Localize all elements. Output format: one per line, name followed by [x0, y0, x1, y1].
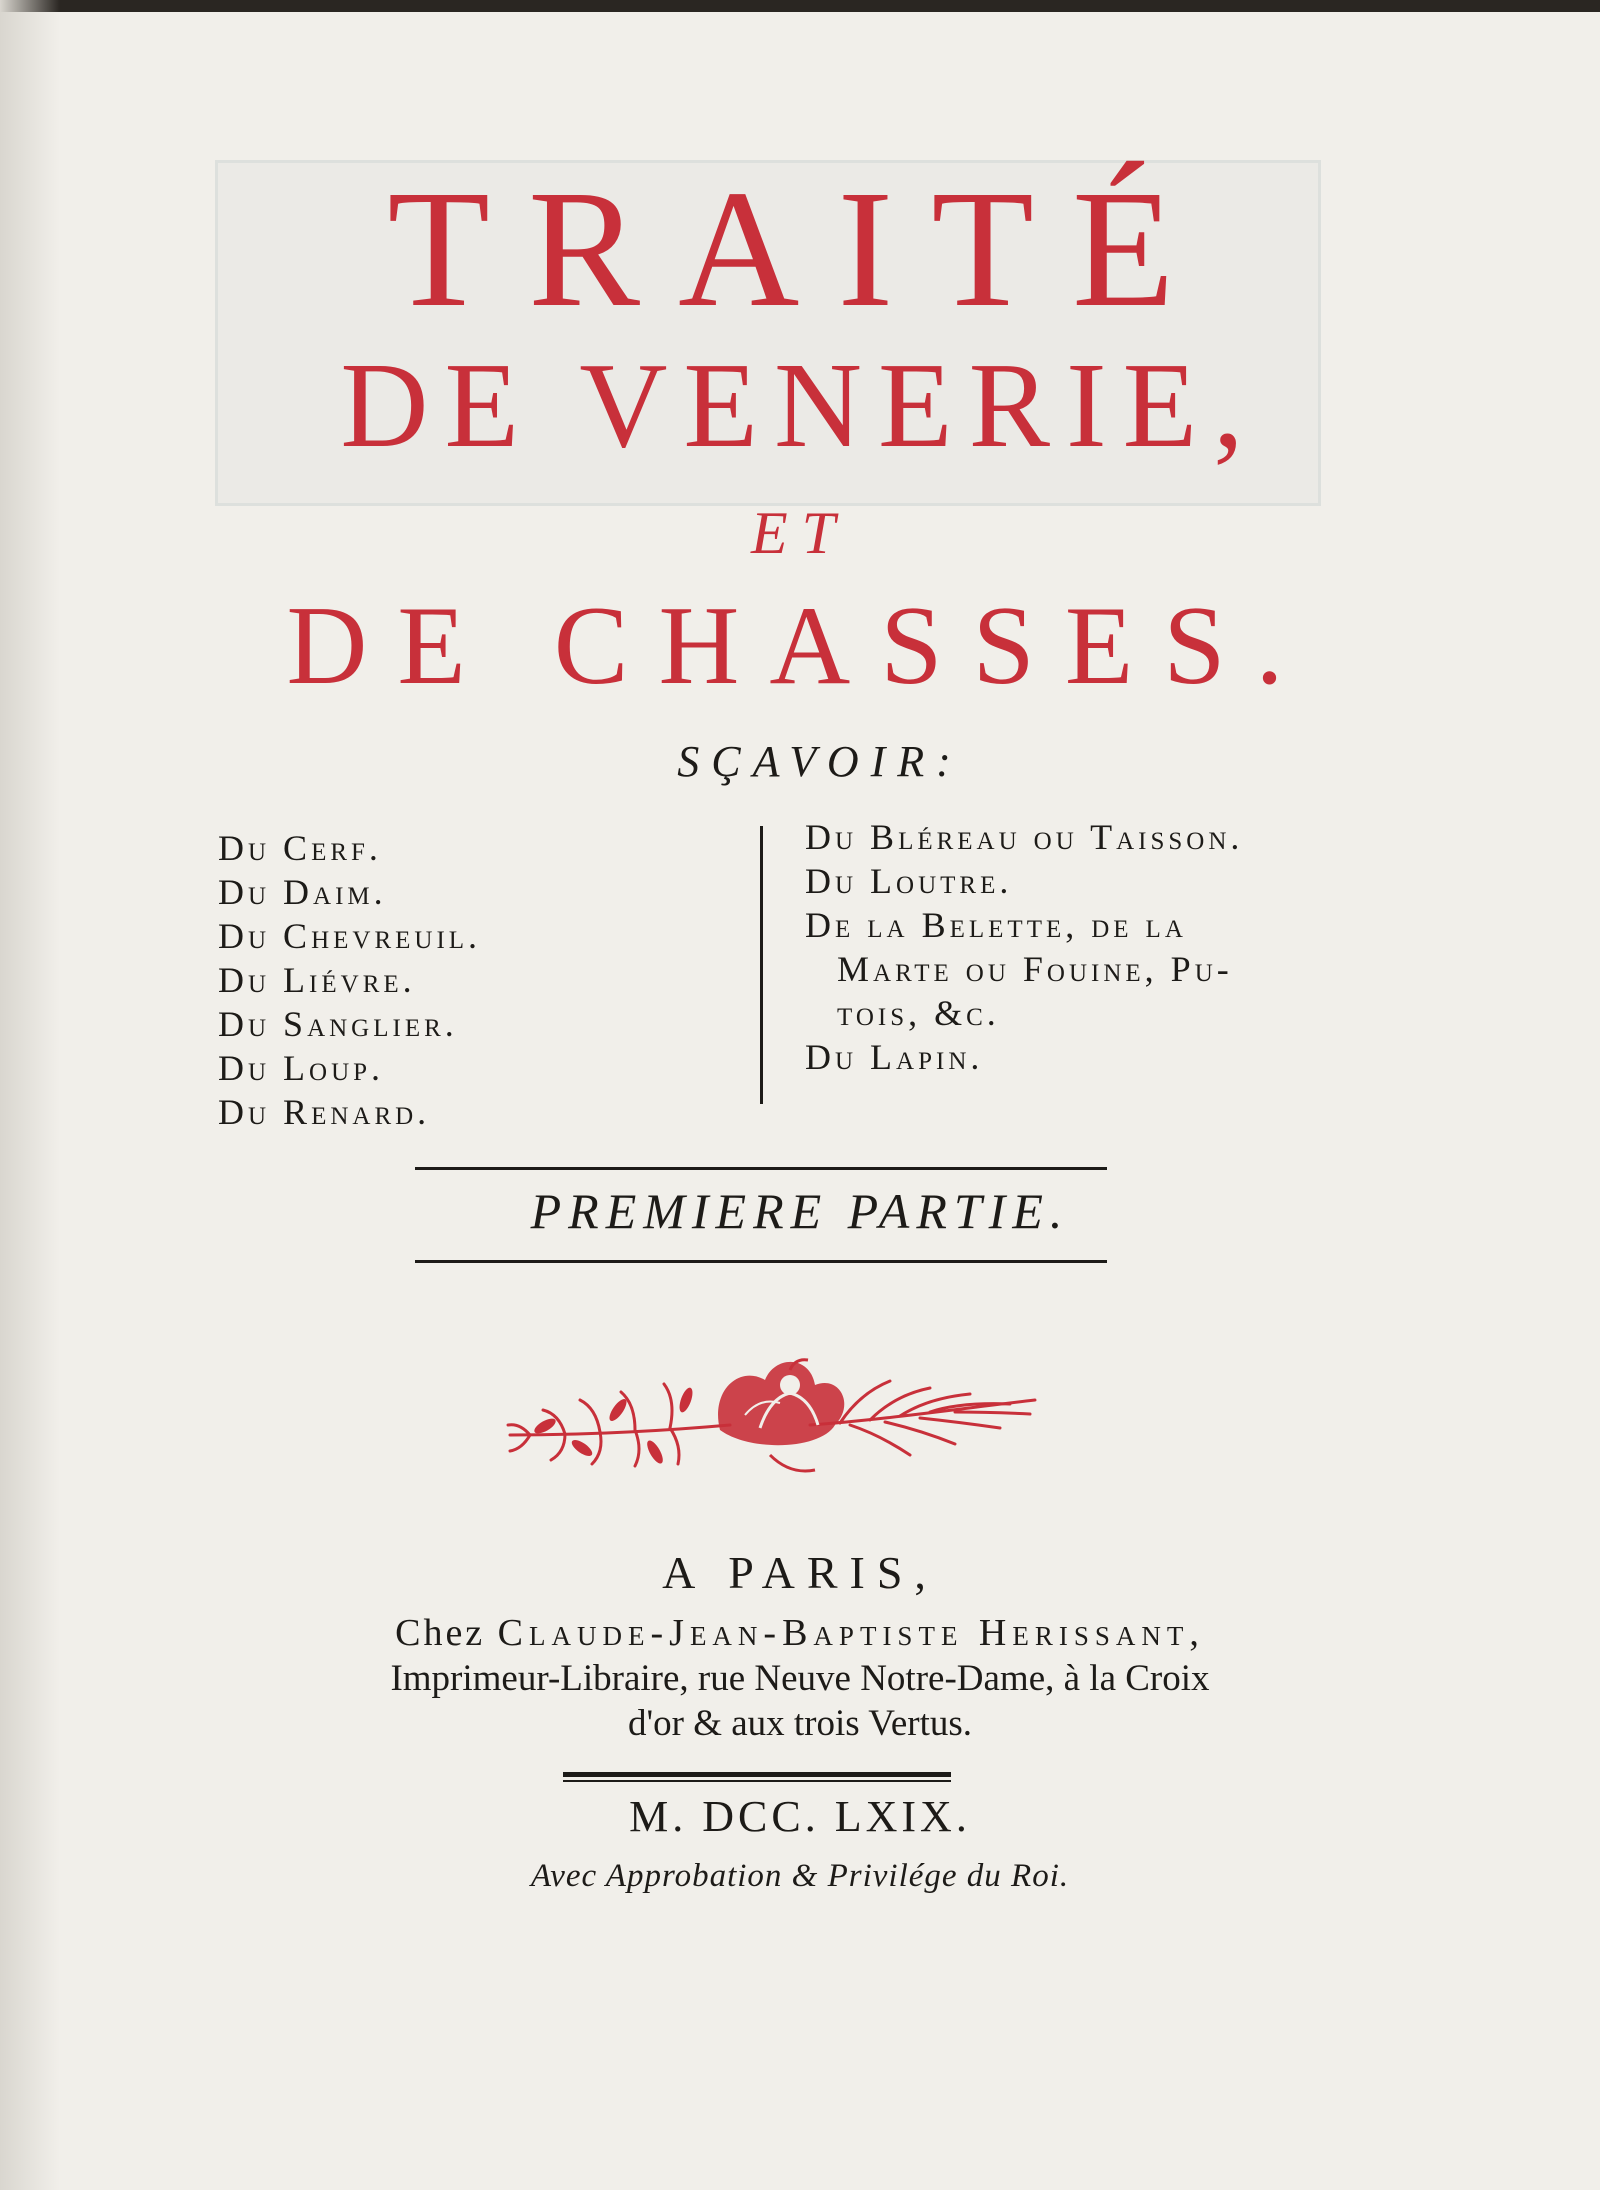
imprint-address-2: d'or & aux trois Vertus.: [627, 1703, 973, 1744]
title-line-4: DE CHASSES.: [286, 584, 1314, 708]
list-item: Du Renard.: [218, 1092, 431, 1132]
approbation: Avec Approbation & Privilége du Roi.: [530, 1858, 1070, 1894]
title-line-3: ET: [750, 500, 850, 566]
part-heading: PREMIERE PARTIE.: [530, 1183, 1070, 1239]
publisher-name: Claude-Jean-Baptiste Herissant,: [497, 1612, 1205, 1654]
rule-above-part: [415, 1167, 1107, 1170]
imprint-publisher: [0, 1614, 1600, 1652]
list-item: Du Liévre.: [218, 960, 416, 1000]
title-line-2: DE VENERIE,: [340, 338, 1260, 473]
list-item: tois, &c.: [837, 993, 1000, 1033]
list-item: Du Cerf.: [218, 828, 382, 868]
list-item: Du Loup.: [218, 1048, 385, 1088]
list-item: Du Lapin.: [805, 1037, 984, 1077]
subtitle: SÇAVOIR:: [677, 737, 963, 786]
title-line-1: TRAITÉ: [387, 156, 1213, 342]
imprint-city: A PARIS,: [662, 1547, 938, 1598]
list-item: Du Daim.: [218, 872, 387, 912]
list-item: Marte ou Fouine, Pu-: [837, 949, 1233, 989]
list-item: Du Loutre.: [805, 861, 1013, 901]
publication-year: M. DCC. LXIX.: [629, 1792, 971, 1841]
column-divider: [760, 826, 763, 1104]
publisher-prefix: Chez: [395, 1612, 486, 1654]
contents-right-column: [805, 815, 1243, 1079]
list-item: Du Bléreau ou Taisson.: [805, 817, 1244, 857]
list-item: De la Belette, de la: [805, 905, 1187, 945]
list-item: Du Chevreuil.: [218, 916, 482, 956]
rule-below-part: [415, 1260, 1107, 1263]
floral-vignette-icon: [490, 1340, 1050, 1500]
rule-above-year-thin: [563, 1780, 951, 1782]
rule-above-year: [563, 1772, 951, 1777]
imprint-address-1: Imprimeur-Libraire, rue Neuve Notre-Dame, à la Croix: [390, 1658, 1210, 1699]
contents-left-column: [218, 826, 481, 1134]
list-item: Du Sanglier.: [218, 1004, 458, 1044]
